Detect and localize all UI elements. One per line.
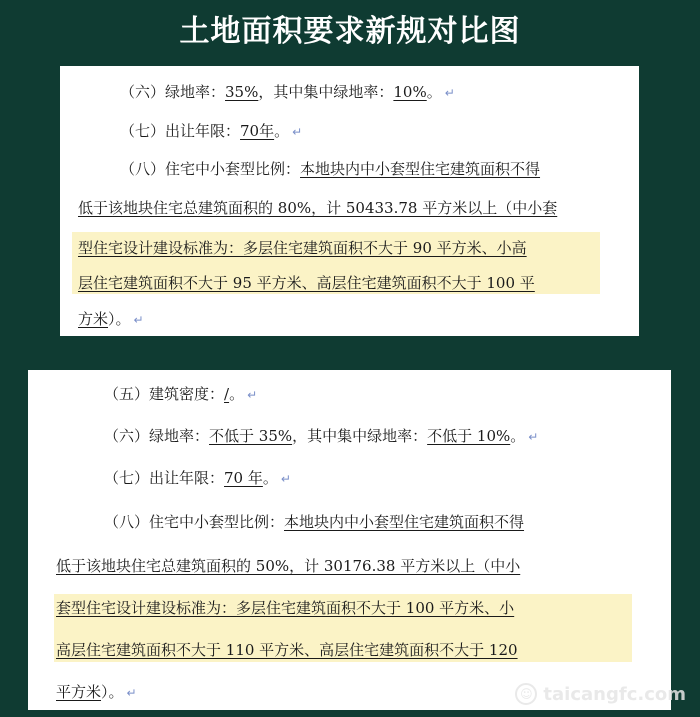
doc-line: 低于该地块住宅总建筑面积的 80%，计 50433.78 平方米以上（中小套 [78, 199, 558, 217]
page-title: 土地面积要求新规对比图 [179, 14, 521, 49]
new-rules-panel [28, 370, 671, 710]
watermark [515, 683, 686, 705]
doc-line: （八）住宅中小套型比例：本地块内中小套型住宅建筑面积不得 [120, 160, 541, 178]
doc-line: 方米）。 ↵ [78, 310, 144, 328]
doc-line: 低于该地块住宅总建筑面积的 50%，计 30176.38 平方米以上（中小 [56, 557, 521, 575]
doc-line: 型住宅设计建设标准为：多层住宅建筑面积不大于 90 平方米、小高 [78, 239, 527, 257]
doc-line: 平方米）。 ↵ [56, 683, 137, 701]
watermark-text: taicangfc.com [543, 683, 686, 705]
old-rules-panel [60, 66, 639, 336]
doc-line: 层住宅建筑面积不大于 95 平方米、高层住宅建筑面积不大于 100 平 [78, 274, 535, 292]
doc-line: 套型住宅设计建设标准为：多层住宅建筑面积不大于 100 平方米、小 [56, 599, 515, 617]
paragraph-mark-icon: ↵ [247, 388, 258, 402]
paragraph-mark-icon: ↵ [292, 125, 303, 139]
paragraph-mark-icon: ↵ [280, 472, 291, 486]
doc-line: （七）出让年限：70年。 ↵ [120, 122, 303, 140]
watermark-logo-icon: ☺ [515, 683, 537, 705]
paragraph-mark-icon: ↵ [444, 86, 455, 100]
doc-line: （六）绿地率：不低于 35%，其中集中绿地率：不低于 10%。 ↵ [104, 427, 539, 445]
paragraph-mark-icon: ↵ [133, 313, 144, 327]
doc-line: （五）建筑密度：/。 ↵ [104, 385, 258, 403]
doc-line: 高层住宅建筑面积不大于 110 平方米、高层住宅建筑面积不大于 120 [56, 641, 518, 659]
doc-line: （六）绿地率：35%，其中集中绿地率：10%。 ↵ [120, 83, 455, 101]
doc-line: （八）住宅中小套型比例：本地块内中小套型住宅建筑面积不得 [104, 513, 525, 531]
paragraph-mark-icon: ↵ [126, 686, 137, 700]
doc-line: （七）出让年限：70 年。 ↵ [104, 469, 291, 487]
paragraph-mark-icon: ↵ [528, 430, 539, 444]
